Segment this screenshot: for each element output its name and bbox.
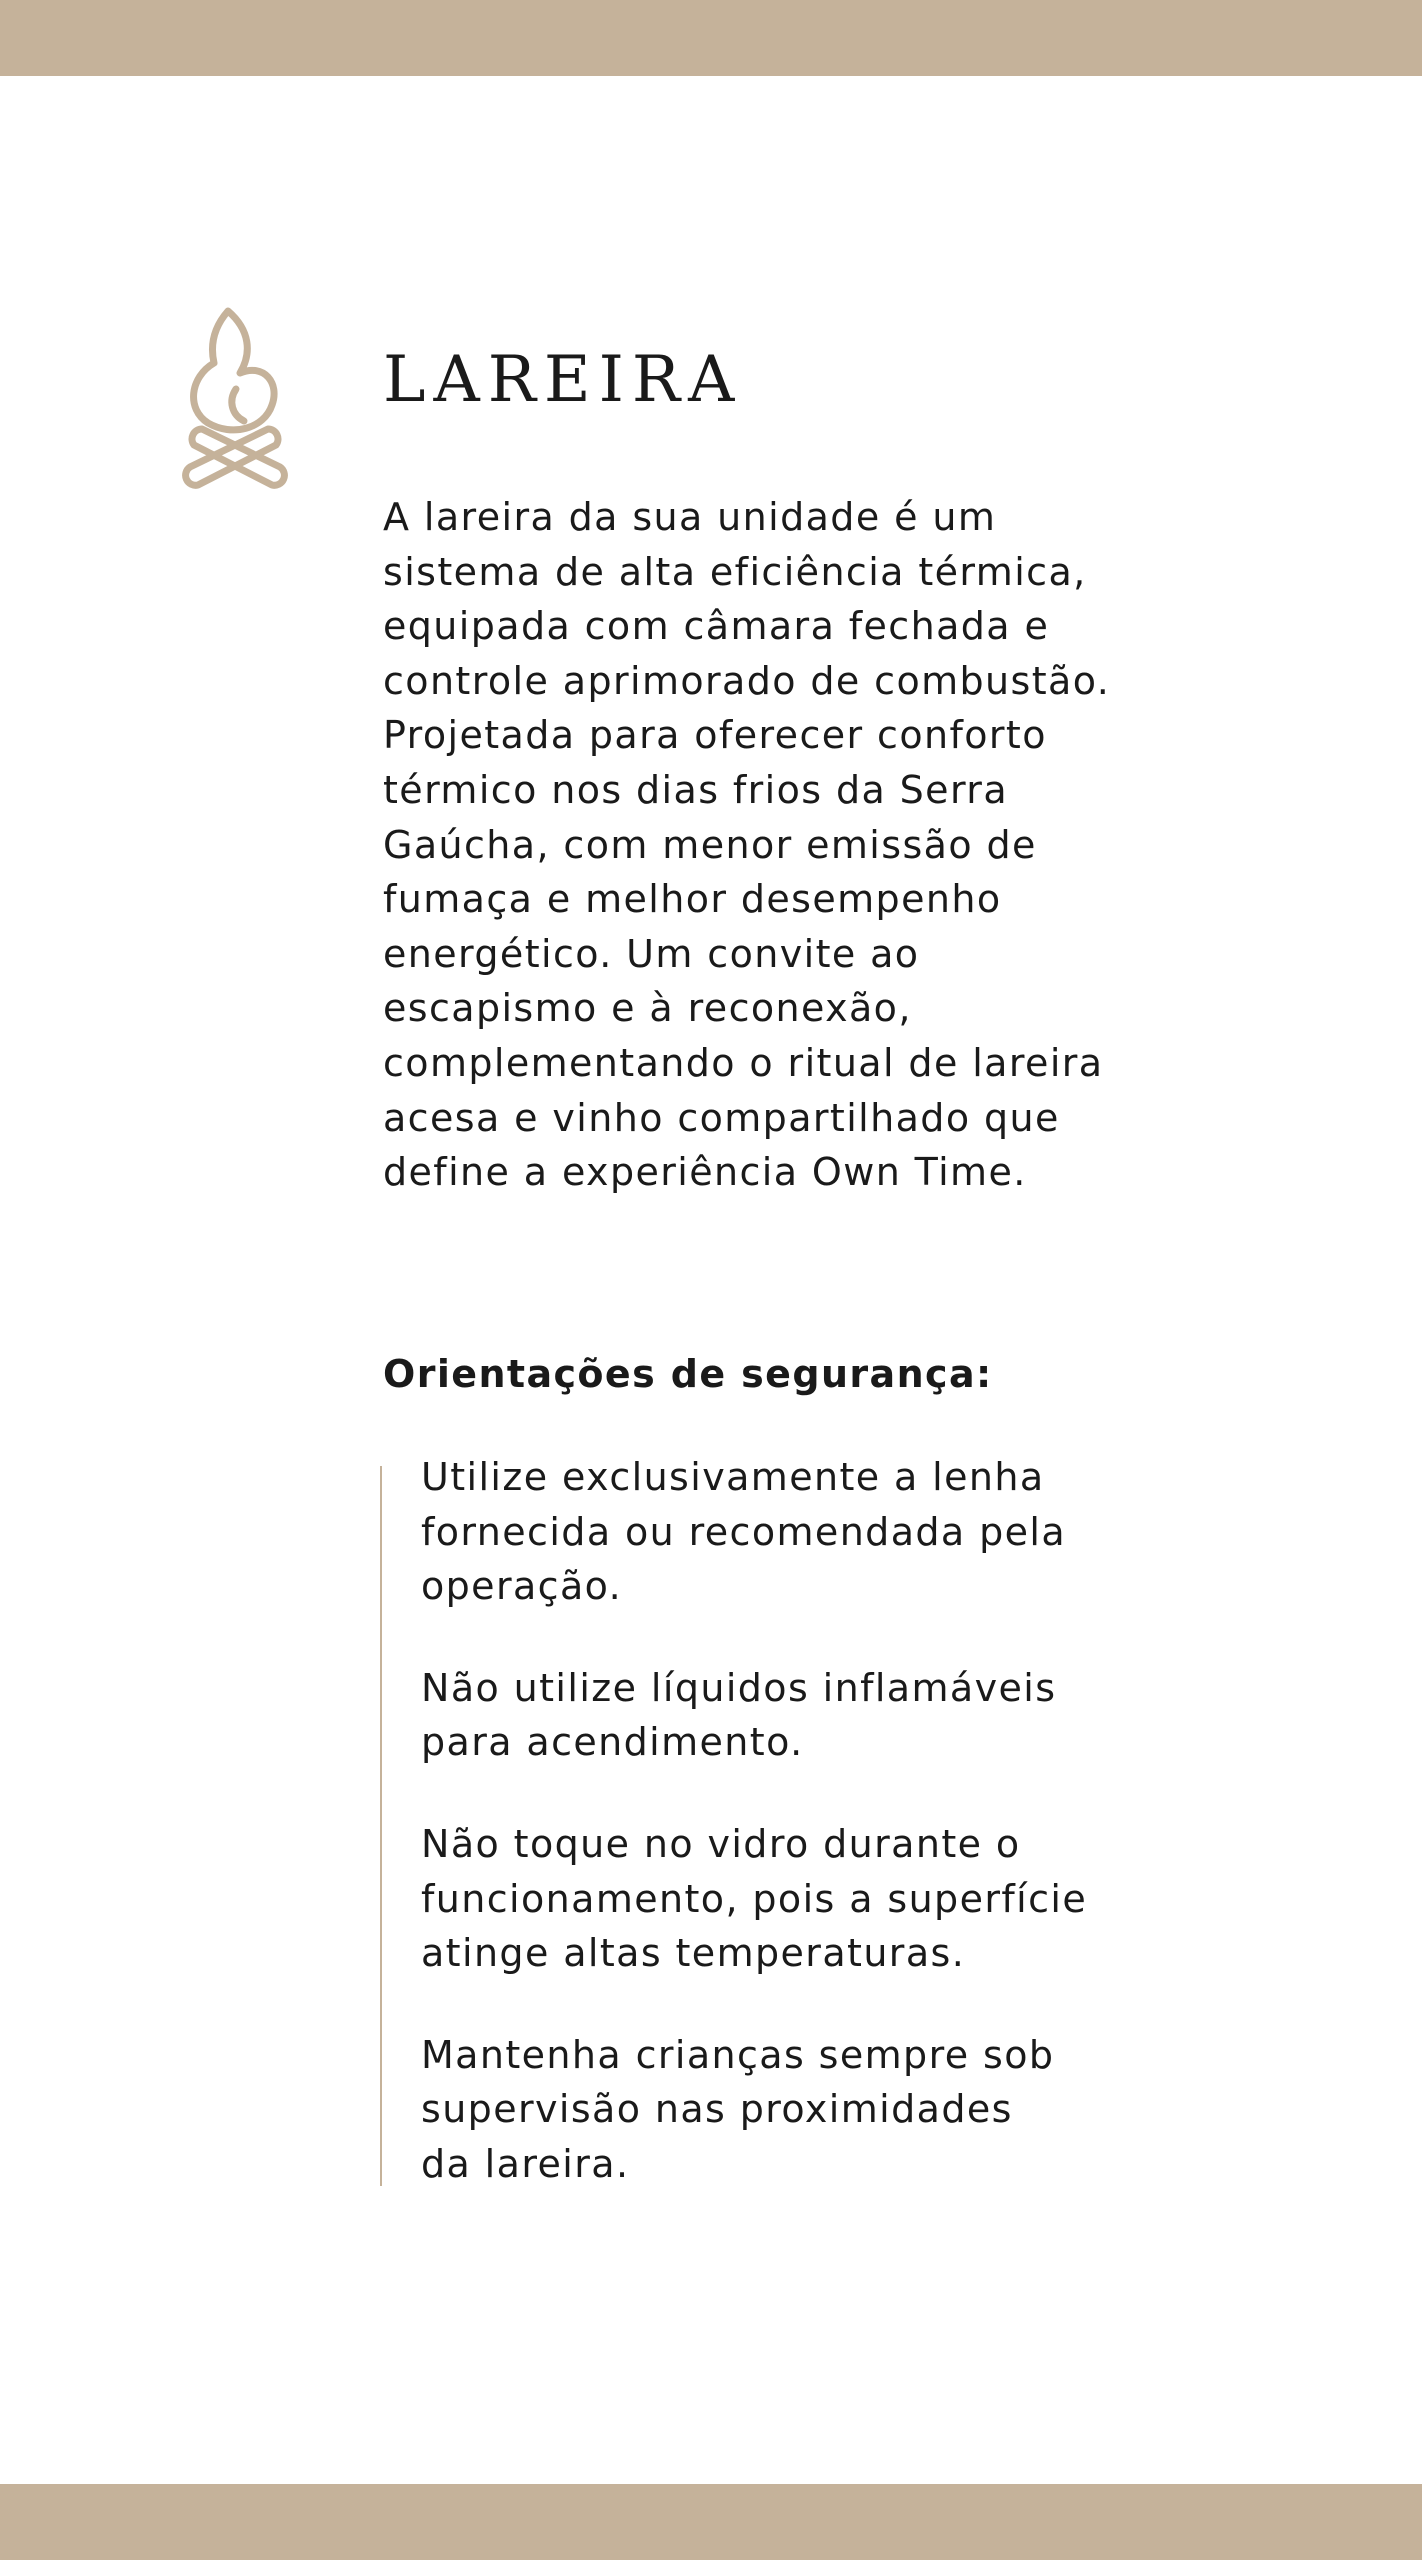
safety-list	[421, 1450, 1201, 2239]
description-paragraph: A lareira da sua unidade é um sistema de alta eficiência térmica, equipada com câmara fechada e controle aprimorado de combustão. Projetada para oferecer conforto térmico nos dias frios da Serra Gaúcha, com menor emissão de fumaça e melhor desempenho energético. Um convite ao escapismo e à reconexão, complementando o ritual de lareira acesa e vinho compartilhado que define a experiência Own Time.	[383, 495, 1111, 1195]
safety-divider-line	[380, 1466, 382, 2186]
top-accent-band	[0, 0, 1422, 76]
safety-item: Não utilize líquidos inflamáveis para acendimento.	[421, 1665, 1057, 1765]
safety-item: Utilize exclusivamente a lenha fornecida ou recomendada pela operação.	[421, 1455, 1067, 1609]
fire-icon	[180, 305, 290, 495]
bottom-accent-band	[0, 2484, 1422, 2560]
safety-item: Mantenha crianças sempre sob supervisão nas proximidades da lareira.	[421, 2032, 1055, 2186]
safety-item: Não toque no vidro durante o funcionamento, pois a superfície atinge altas temperaturas.	[421, 1821, 1088, 1976]
safety-heading: Orientações de segurança:	[383, 1352, 993, 1396]
page-title: LAREIRA	[383, 343, 743, 417]
